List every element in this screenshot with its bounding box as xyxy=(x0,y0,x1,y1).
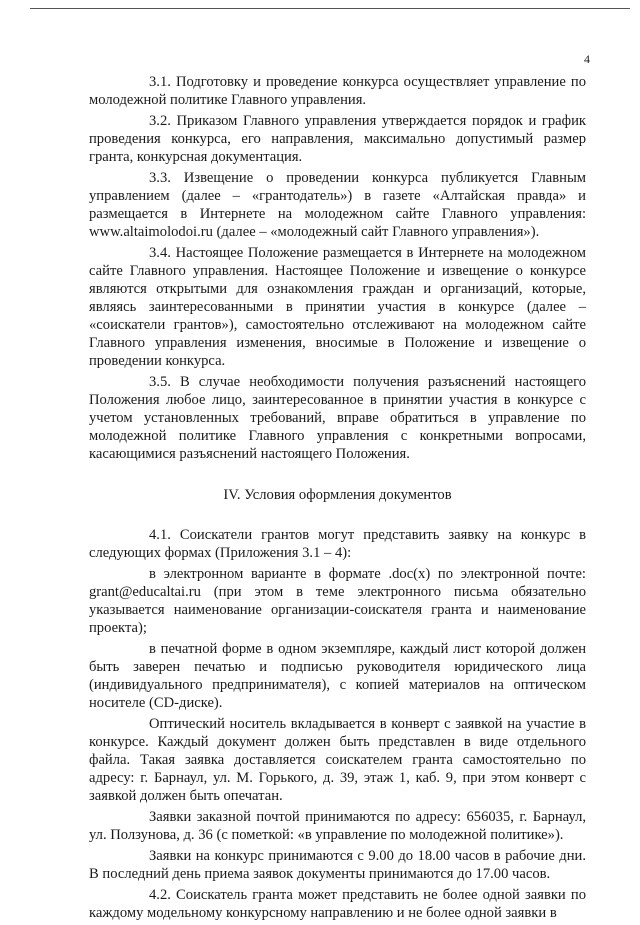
clause-acceptance-hours: Заявки на конкурс принимаются с 9.00 до 18.00 часов в рабочие дни. В последний день приема заявок документы принимаются до 17.00 часов. xyxy=(89,848,586,882)
clause-optical-media: Оптический носитель вкладывается в конверт с заявкой на участие в конкурсе. Каждый документ должен быть представлен в виде отдельного файла. Такая заявка доставляется соискателем гранта самостоятельно по адресу: г. Барнаул, ул. М. Горького, д. 39, этаж 1, каб. 9, при этом конверт с заявкой должен быть опечатан. xyxy=(89,716,586,804)
clause-registered-mail: Заявки заказной почтой принимаются по адресу: 656035, г. Барнаул, ул. Ползунова, д. 36 (с пометкой: «в управление по молодежной политике»). xyxy=(89,809,586,843)
clause-3-4: 3.4. Настоящее Положение размещается в Интернете на молодежном сайте Главного управления. Настоящее Положение и извещение о конкурсе являются открытыми для ознакомления граждан и организаций, которые, являясь заинтересованными в принятии участия в конкурсе (далее – «соискатели грантов»), самостоятельно отслеживают на молодежном сайте Главного управления изменения, вносимые в Положение и извещение о проведении конкурса. xyxy=(89,245,586,369)
clause-4-2: 4.2. Соискатель гранта может представить не более одной заявки по каждому модельному конкурсному направлению и не более одной заявки в xyxy=(89,887,586,921)
page-number: 4 xyxy=(584,52,590,66)
clause-3-2: 3.2. Приказом Главного управления утверждается порядок и график проведения конкурса, его направления, максимально допустимый размер гранта, конкурсная документация. xyxy=(89,113,586,165)
clause-3-5: 3.5. В случае необходимости получения разъяснений настоящего Положения любое лицо, заинтересованное в принятии участия в конкурсе с учетом установленных требований, вправе обратиться в управление по молодежной политике Главного управления с конкретными вопросами, касающимися разъяснений настоящего Положения. xyxy=(89,374,586,462)
clause-3-1: 3.1. Подготовку и проведение конкурса осуществляет управление по молодежной политике Главного управления. xyxy=(89,74,586,108)
scan-top-line xyxy=(30,8,630,9)
document-body xyxy=(89,73,586,925)
clause-3-3: 3.3. Извещение о проведении конкурса публикуется Главным управлением (далее – «грантодатель») в газете «Алтайская правда» и размещается в Интернете на молодежном сайте Главного управления: www.altaimolodoi.ru (далее – «молодежный сайт Главного управления»). xyxy=(89,170,586,240)
section-iv-title: IV. Условия оформления документов xyxy=(223,487,452,503)
clause-4-1-print: в печатной форме в одном экземпляре, каждый лист которой должен быть заверен печатью и подписью руководителя юридического лица (индивидуального предпринимателя), с копией материалов на оптическом носителе (CD-диске). xyxy=(89,641,586,711)
clause-4-1-electronic: в электронном варианте в формате .doc(x) по электронной почте: grant@educaltai.ru (при этом в теме электронного письма обязательно указывается наименование организации-соискателя гранта и наименование проекта); xyxy=(89,566,586,636)
clause-4-1: 4.1. Соискатели грантов могут представить заявку на конкурс в следующих формах (Приложения 3.1 – 4): xyxy=(89,527,586,561)
